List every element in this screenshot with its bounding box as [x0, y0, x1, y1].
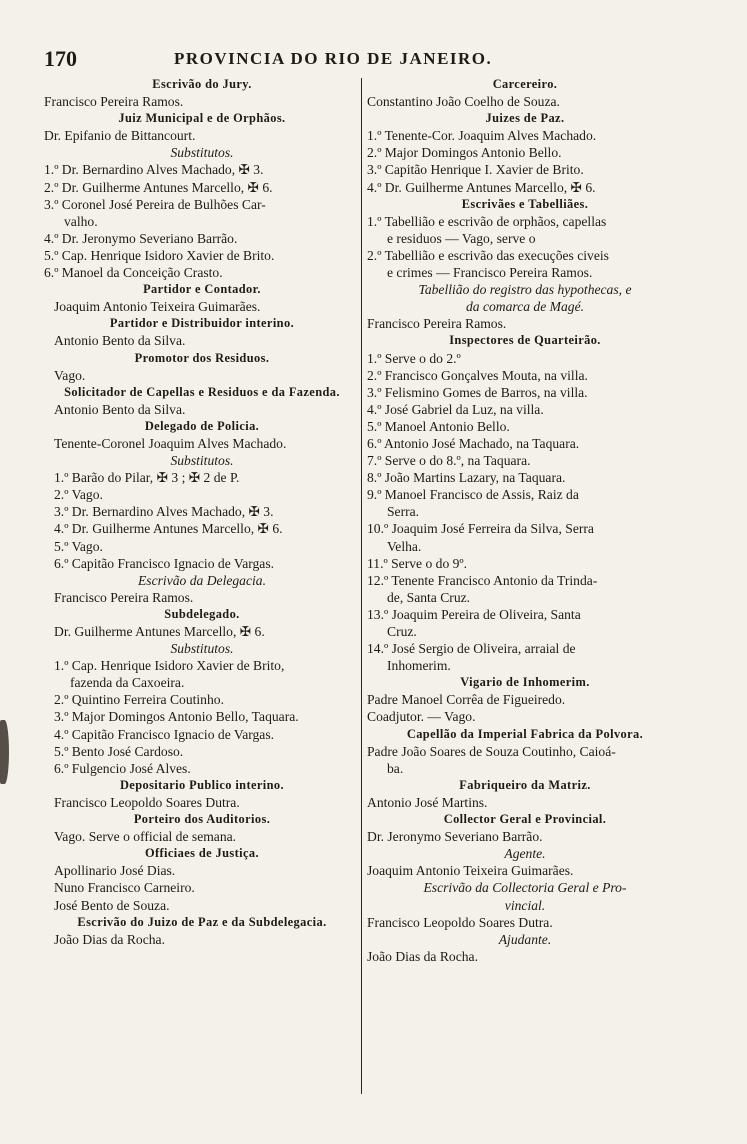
entry-line: Vago.: [54, 367, 86, 383]
subheading: Agente.: [504, 846, 546, 862]
entry-line: Dr. Epifanio de Bittancourt.: [44, 128, 196, 144]
entry-line: 13.º Joaquim Pereira de Oliveira, Santa: [367, 606, 581, 622]
section-heading: Depositario Publico interino.: [119, 777, 285, 792]
entry-line: José Bento de Souza.: [54, 897, 170, 913]
entry-line: 5.º Manoel Antonio Bello.: [367, 418, 510, 434]
column-divider: [361, 78, 362, 1094]
entry-line: 7.º Serve o do 8.º, na Taquara.: [367, 453, 531, 469]
section-heading: Juiz Municipal e de Orphãos.: [118, 111, 286, 126]
entry-line: ba.: [387, 760, 404, 776]
page-number: 170: [44, 46, 77, 71]
section-heading: Escrivães e Tabelliães.: [461, 196, 589, 211]
binding-shadow: [0, 720, 9, 784]
entry-line: 1.º Tenente-Cor. Joaquim Alves Machado.: [367, 128, 597, 144]
entry-line: 8.º João Martins Lazary, na Taquara.: [367, 470, 566, 486]
entry-line: 11.º Serve o do 9º.: [367, 555, 468, 571]
entry-line: e crimes — Francisco Pereira Ramos.: [387, 265, 593, 281]
entry-line: 9.º Manoel Francisco de Assis, Raiz da: [367, 487, 579, 503]
entry-line: Cruz.: [387, 624, 417, 639]
subheading: Substitutos.: [170, 453, 234, 469]
entry-line: João Dias da Rocha.: [54, 931, 165, 947]
entry-line: 1.º Dr. Bernardino Alves Machado, ✠ 3.: [44, 162, 264, 178]
section-heading: Partidor e Distribuidor interino.: [109, 316, 295, 331]
section-heading: Vigario de Inhomerim.: [460, 675, 590, 690]
subheading: vincial.: [504, 897, 546, 913]
entry-line: 1.º Tabellião e escrivão de orphãos, capellas: [367, 213, 607, 229]
entry-line: 5.º Cap. Henrique Isidoro Xavier de Brito.: [44, 247, 275, 263]
margin-stain: [14, 8, 76, 34]
left-column: [44, 76, 360, 948]
entry-line: Francisco Leopoldo Soares Dutra.: [54, 794, 240, 810]
entry-line: 3.º Major Domingos Antonio Bello, Taquara.: [54, 709, 299, 725]
entry-line: Antonio José Martins.: [367, 794, 488, 810]
entry-line: 2.º Tabellião e escrivão das execuções civeis: [367, 247, 609, 263]
entry-line: 4.º Dr. Jeronymo Severiano Barrão.: [44, 230, 238, 246]
section-heading: Subdelegado.: [164, 606, 240, 621]
section-heading: Promotor dos Residuos.: [134, 350, 270, 365]
entry-line: Tenente-Coronel Joaquim Alves Machado.: [54, 435, 287, 451]
entry-line: Antonio Bento da Silva.: [54, 401, 186, 417]
section-heading: Juizes de Paz.: [485, 111, 565, 126]
subheading: Tabellião do registro das hypothecas, e: [418, 282, 632, 298]
entry-line: Velha.: [387, 538, 422, 554]
right-column: [367, 76, 683, 965]
section-heading: Delegado de Policia.: [144, 418, 260, 433]
entry-line: Francisco Pereira Ramos.: [367, 316, 507, 332]
section-heading: Carcereiro.: [492, 77, 558, 91]
entry-line: 3.º Capitão Henrique I. Xavier de Brito.: [367, 162, 584, 178]
entry-line: 6.º Manoel da Conceição Crasto.: [44, 265, 223, 281]
entry-line: 5.º Vago.: [54, 538, 103, 554]
entry-line: 2.º Dr. Guilherme Antunes Marcello, ✠ 6.: [44, 179, 273, 195]
entry-line: 6.º Fulgencio José Alves.: [54, 760, 191, 776]
entry-line: Inhomerim.: [387, 658, 451, 674]
entry-line: Constantino João Coelho de Souza.: [367, 94, 560, 110]
entry-line: 12.º Tenente Francisco Antonio da Trinda-: [367, 572, 598, 588]
section-heading: Officiaes de Justiça.: [144, 846, 260, 861]
entry-line: fazenda da Caxoeira.: [70, 675, 185, 691]
entry-line: 1.º Barão do Pilar, ✠ 3 ; ✠ 2 de P.: [54, 470, 240, 486]
section-heading: Escrivão do Jury.: [152, 77, 252, 91]
section-heading: Partidor e Contador.: [143, 282, 261, 297]
entry-line: 1.º Cap. Henrique Isidoro Xavier de Brito,: [54, 658, 285, 674]
subheading: Substitutos.: [170, 641, 234, 657]
subheading: Escrivão da Delegacia.: [138, 572, 266, 588]
entry-line: 4.º José Gabriel da Luz, na villa.: [367, 401, 544, 417]
section-heading: Capellão da Imperial Fabrica da Polvora.: [406, 726, 644, 741]
entry-line: 5.º Bento José Cardoso.: [54, 743, 184, 759]
entry-line: de, Santa Cruz.: [387, 589, 471, 605]
entry-line: Padre João Soares de Souza Coutinho, Caioá-: [367, 743, 616, 759]
entry-line: Coadjutor. — Vago.: [367, 709, 476, 725]
entry-line: 1.º Serve o do 2.º: [367, 350, 461, 366]
page-header: [44, 46, 684, 72]
entry-line: João Dias da Rocha.: [367, 948, 478, 964]
entry-line: 3.º Dr. Bernardino Alves Machado, ✠ 3.: [54, 504, 274, 520]
section-heading: Solicitador de Capellas e Residuos e da Fazenda.: [64, 384, 340, 399]
entry-line: 6.º Antonio José Machado, na Taquara.: [367, 435, 580, 451]
subheading: da comarca de Magé.: [465, 299, 585, 315]
entry-line: Vago. Serve o official de semana.: [54, 829, 237, 845]
entry-line: 3.º Felismino Gomes de Barros, na villa.: [367, 384, 588, 400]
page-title: PROVINCIA DO RIO DE JANEIRO.: [174, 49, 493, 68]
subheading: Escrivão da Collectoria Geral e Pro-: [423, 880, 627, 896]
entry-line: Serra.: [387, 504, 420, 520]
section-heading: Fabriqueiro da Matriz.: [459, 777, 591, 792]
entry-line: Francisco Pereira Ramos.: [44, 94, 184, 110]
entry-line: 6.º Capitão Francisco Ignacio de Vargas.: [54, 555, 275, 571]
entry-line: 14.º José Sergio de Oliveira, arraial de: [367, 641, 576, 657]
section-heading: Collector Geral e Provincial.: [443, 812, 607, 827]
subheading: Ajudante.: [498, 931, 552, 947]
entry-line: 2.º Major Domingos Antonio Bello.: [367, 145, 562, 161]
entry-line: Apollinario José Dias.: [54, 863, 176, 879]
entry-line: Francisco Leopoldo Soares Dutra.: [367, 914, 553, 930]
entry-line: 4.º Capitão Francisco Ignacio de Vargas.: [54, 726, 275, 742]
entry-line: 4.º Dr. Guilherme Antunes Marcello, ✠ 6.: [54, 521, 283, 537]
entry-line: Joaquim Antonio Teixeira Guimarães.: [367, 863, 574, 879]
entry-line: 2.º Vago.: [54, 487, 103, 503]
subheading: Substitutos.: [170, 145, 234, 161]
entry-line: Dr. Guilherme Antunes Marcello, ✠ 6.: [54, 624, 265, 639]
entry-line: Joaquim Antonio Teixeira Guimarães.: [54, 299, 261, 315]
section-heading: Escrivão do Juizo de Paz e da Subdelegacia.: [77, 914, 327, 929]
entry-line: 3.º Coronel José Pereira de Bulhões Car-: [44, 196, 266, 212]
entry-line: 2.º Francisco Gonçalves Mouta, na villa.: [367, 367, 588, 383]
entry-line: Padre Manoel Corrêa de Figueiredo.: [367, 692, 566, 708]
entry-line: Antonio Bento da Silva.: [54, 333, 186, 349]
entry-line: valho.: [64, 213, 98, 229]
entry-line: Nuno Francisco Carneiro.: [54, 880, 195, 896]
entry-line: e residuos — Vago, serve o: [387, 230, 536, 246]
section-heading: Inspectores de Quarteirão.: [449, 333, 601, 348]
section-heading: Porteiro dos Auditorios.: [133, 812, 271, 827]
entry-line: 10.º Joaquim José Ferreira da Silva, Serra: [367, 521, 594, 537]
entry-line: 4.º Dr. Guilherme Antunes Marcello, ✠ 6.: [367, 179, 596, 195]
entry-line: 2.º Quintino Ferreira Coutinho.: [54, 692, 224, 708]
entry-line: Francisco Pereira Ramos.: [54, 589, 194, 605]
entry-line: Dr. Jeronymo Severiano Barrão.: [367, 829, 543, 845]
